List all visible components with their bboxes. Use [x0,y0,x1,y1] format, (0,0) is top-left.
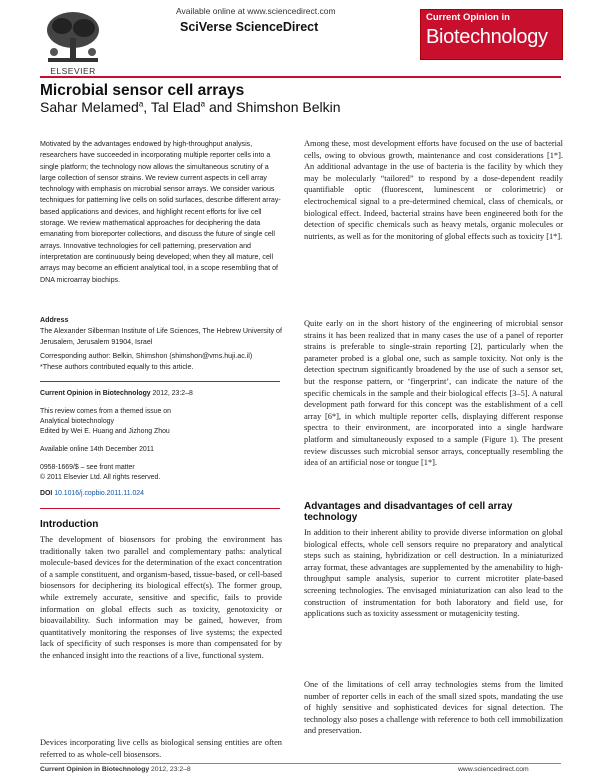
author-name: Shimshon Belkin [236,99,341,115]
author-name: Tal Elad [150,99,201,115]
footer-website[interactable]: www.sciencedirect.com [458,766,529,773]
issn-line: 0958-1669/$ – see front matter [40,464,135,471]
introduction-heading: Introduction [40,519,99,530]
author-list [40,99,341,115]
body-paragraph: One of the limitations of cell array technologies stems from the limited number of reporter cells in each of the small sized spots, mandating the use of highly sensitive and sophisticated devices for signal detection. The technology also poses a challenge with reference to both cell immobilization and preservation. [304,680,563,736]
author-affiliation: a [200,99,206,109]
abstract: Motivated by the advantages endowed by high-throughput analysis, researchers have succeeded in incorporating multiple reporter cells into a single platform; the technology now allows the simultaneous scrutiny of a large collection of sensor strains. We review current aspects in cell array technology with emphasis on microbial sensor arrays. We consider various techniques for patterning live cells on solid surfaces, describe different array-based applications and devices, and highlight recent efforts for live cell storage. We review mathematical approaches for deciphering the data emanating from bioreporter collections, and discuss the future of single cell arrays. Innovative technologies for cell patterning, preservation and interpretation are continuously being developed; when they all mature, cell arrays may become an efficient analytical tool, in a scope resembling that of DNA microarray biochips. [40,140,281,284]
issue-topic: Analytical biotechnology [40,418,114,425]
doi-link[interactable]: 10.1016/j.copbio.2011.11.024 [54,490,144,497]
body-paragraph: Among these, most development efforts have focused on the use of bacterial cells, owing to obvious growth, maintenance and cost considerations [1*]. An additional advantage in the use of bacteria is the facility by which they may be molecularly “tailored” to respond by a dose-dependent readily quantifiable optic (fluorescent, luminescent or colorimetric) or electrochemical signal to a pre-determined chemical, class of chemicals, or biological effect. Indeed, bacterial strains have been engineered both for the detection of specific chemicals such as heavy metals, organic molecules or nutrients, as well as for the monitoring of global effects such as toxicity [1*]. [304,139,563,241]
body-paragraph: In addition to their inherent ability to provide diverse information on global biological effects, whole cell sensors require no preparatory and analytical steps such as staining, hybridization or cell destruction. In a miniaturized array format, these advantages are supplemented by the amenability to high-throughput sample analysis, superior to current microtiter plate-based screening technologies. The envisaged miniaturization can also lead to the construction of instrumentation for both laboratory and field use, for applications such as toxicity assessment or mutagenicity testing. [304,528,563,619]
footer-volume: 2012, 23:2–8 [149,766,191,773]
doi-line [40,489,144,499]
issue-line: This review comes from a themed issue on [40,408,171,415]
author-separator: and [205,99,237,115]
corresponding-author: Corresponding author: Belkin, Shimshon (shimshon@vms.huji.ac.il) [40,352,253,360]
publisher-title: SciVerse ScienceDirect [180,20,319,34]
section-heading: Advantages and disadvantages of cell array technology [304,501,513,523]
available-online-text: Available online at www.sciencedirect.com [176,6,336,16]
journal-name: Current Opinion in Biotechnology [40,390,151,397]
journal-citation [40,389,193,399]
journal-badge [420,9,563,60]
doi-label: DOI [40,490,53,497]
available-date: Available online 14th December 2011 [40,446,154,453]
author-name: Sahar Melamed [40,99,139,115]
tree-icon [40,8,106,66]
publisher-logo-label: ELSEVIER [50,66,96,76]
footer-journal: Current Opinion in Biotechnology [40,766,150,773]
issue-editors: Edited by Wei E. Huang and Jizhong Zhou [40,428,170,435]
elsevier-logo [40,8,106,72]
header-divider [40,76,561,78]
footer-citation [40,766,191,773]
journal-volume: 2012, 23:2–8 [150,390,193,397]
address-text: The Alexander Silberman Institute of Life Sciences, The Hebrew University of Jerusalem, Jerusalem 91904, Israel [40,327,282,347]
journal-badge-small: Current Opinion in [426,12,510,23]
journal-badge-title: Biotechnology [426,26,548,48]
author-affiliation: a [138,99,144,109]
introduction-paragraph: The development of biosensors for probing the environment has traditionally taken two parallel and complementary paths: analytical molecule-based devices for the determination of the exact concentration of a sample constituent, and organism-based, tissue-based, or cell-based biosensors for deciphering its biological effect(s). The former group, while extremely accurate, sensitive and specific, fails to provide information on global effects such as toxicity, genotoxicity or bioavailability. Such information may be gained, however, from quantitatively monitoring the responses of live systems; the expected lack of specificity of such responses is more than compensated for by the enhanced insight into the reactions of a live, functional system. [40,535,282,660]
body-paragraph: Quite early on in the short history of the engineering of microbial sensor strains it has been realized that in many cases the use of a panel of reporter strains is preferable to single-strain reporting [2], particularly when the parameter probed is a global one, such as sample toxicity. Not only is the detection spectrum significantly broadened by the use of such a sensor set, but the response pattern, or ‘fingerprint’, can indicate the nature of the specific chemicals in the sample and their biological effects [3–5]. A natural development path forward for this concept was the establishment of a cell array [6*], in which multiple reporter cells, displaying different response spectra to their environment, are incorporated into a single hardware platform and simultaneously exposed to a sample (Figure 1). The present review discusses such microbial sensor arrays, conceptually resembling the idea of an artificial nose or tongue [1*]. [304,319,563,468]
copyright-line: © 2011 Elsevier Ltd. All rights reserved. [40,474,161,481]
equal-contribution-note: *These authors contributed equally to this article. [40,363,194,371]
article-title: Microbial sensor cell arrays [40,82,245,99]
introduction-paragraph: Devices incorporating live cells as biological sensing entities are often referred to as whole-cell biosensors. [40,738,282,759]
author-separator: , [143,99,151,115]
footer-divider [40,763,561,764]
address-heading: Address [40,316,69,324]
